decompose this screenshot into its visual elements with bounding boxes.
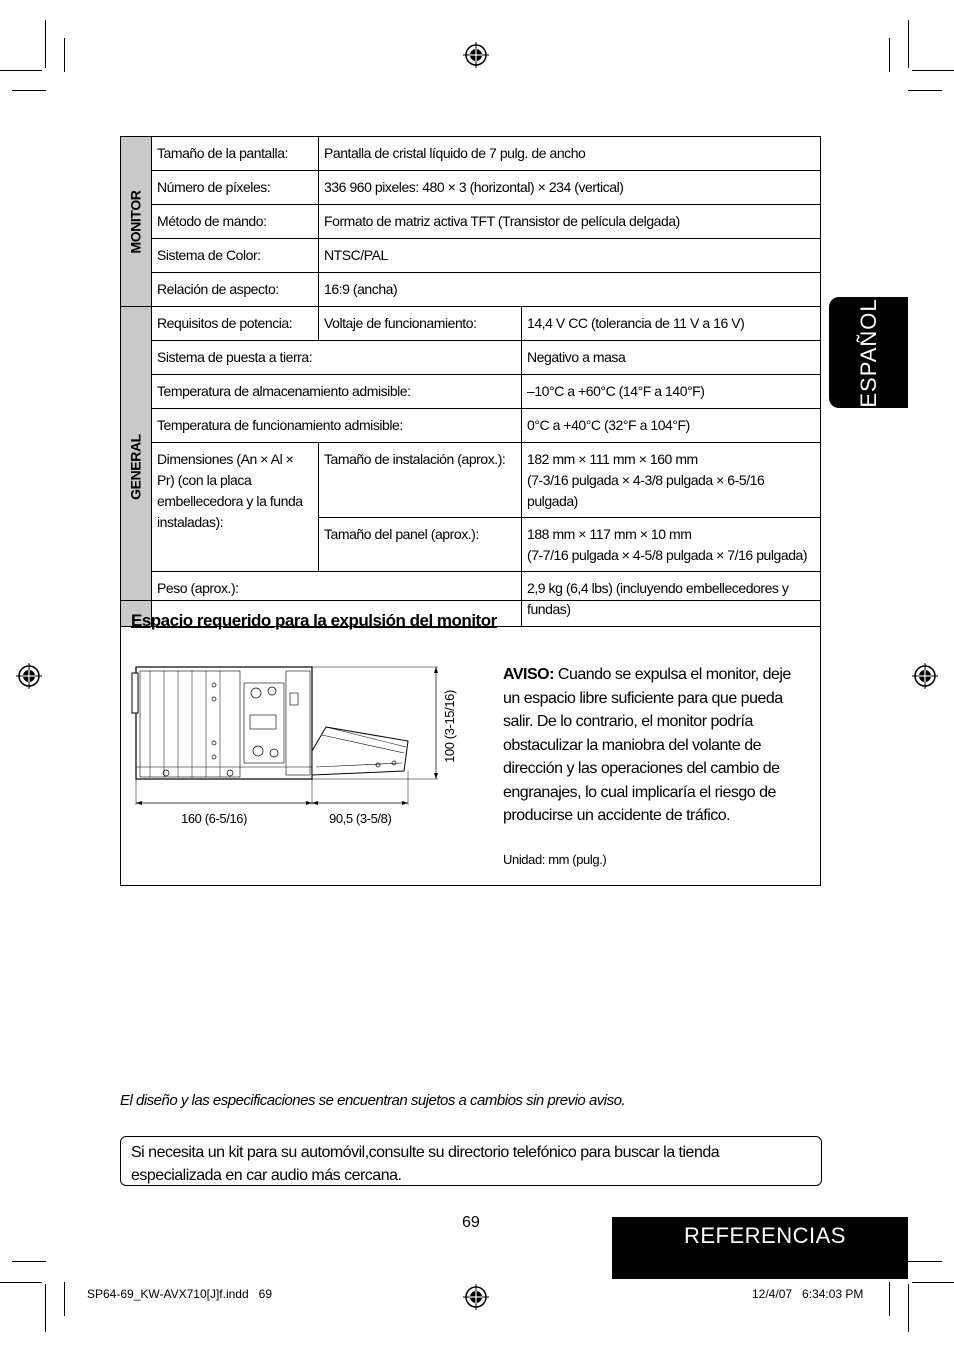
spec-value <box>522 443 821 518</box>
spec-label: Tamaño de la pantalla: <box>152 137 319 171</box>
spec-value: 16:9 (ancha) <box>319 273 821 307</box>
language-tab-label: ESPAÑOL <box>855 297 881 408</box>
table-row <box>121 137 821 171</box>
crop-mark <box>908 1261 942 1262</box>
registration-mark-icon <box>463 1284 489 1310</box>
spec-label: Temperatura de funcionamiento admisible: <box>152 409 522 443</box>
spec-label: Temperatura de almacenamiento admisible: <box>152 375 522 409</box>
car-kit-note: Si necesita un kit para su automóvil,consulte su directorio telefónico para buscar la tienda especializada en car audio más cercana. <box>120 1136 822 1186</box>
crop-mark <box>45 20 46 68</box>
monitor-section-band <box>121 137 152 307</box>
spec-value-line: 182 mm × 111 mm × 160 mm <box>527 451 698 467</box>
footer-date: 12/4/07 6:34:03 PM <box>752 1287 864 1301</box>
general-section-band <box>121 307 152 627</box>
language-tab <box>829 297 908 408</box>
spec-value: 14,4 V CC (tolerancia de 11 V a 16 V) <box>522 307 821 341</box>
section-label: MONITOR <box>127 189 144 254</box>
spec-value: –10°C a +60°C (14°F a 140°F) <box>522 375 821 409</box>
spec-label: Sistema de puesta a tierra: <box>152 341 522 375</box>
page-number: 69 <box>462 1214 480 1231</box>
table-row <box>121 443 821 518</box>
specifications-disclaimer: El diseño y las especificaciones se encuentran sujetos a cambios sin previo aviso. <box>120 1092 626 1109</box>
crop-mark <box>908 20 909 68</box>
spec-label: Método de mando: <box>152 205 319 239</box>
crop-mark <box>0 70 42 71</box>
spec-label: Número de píxeles: <box>152 171 319 205</box>
unit-eject-diagram <box>126 663 466 813</box>
registration-mark-icon <box>912 663 938 689</box>
crop-mark <box>912 70 954 71</box>
unit-label: Unidad: mm (pulg.) <box>503 852 607 867</box>
crop-mark <box>889 1282 890 1316</box>
specifications-table <box>120 136 821 627</box>
table-row <box>121 273 821 307</box>
crop-mark <box>889 38 890 72</box>
crop-mark <box>0 1282 42 1283</box>
spec-value: Formato de matriz activa TFT (Transistor de película delgada) <box>319 205 821 239</box>
spec-value: 2,9 kg (6,4 lbs) (incluyendo embellecedores y fundas) <box>522 572 821 627</box>
spec-sublabel: Voltaje de funcionamiento: <box>319 307 522 341</box>
crop-mark <box>45 1284 46 1332</box>
spec-value <box>522 518 821 572</box>
spec-value: Negativo a masa <box>522 341 821 375</box>
crop-mark <box>912 1282 954 1283</box>
table-row <box>121 375 821 409</box>
table-row <box>121 409 821 443</box>
table-row <box>121 239 821 273</box>
crop-mark <box>64 38 65 72</box>
spec-value: 0°C a +40°C (32°F a 104°F) <box>522 409 821 443</box>
footer-file-info: SP64-69_KW-AVX710[J]f.indd 69 <box>87 1287 272 1301</box>
spec-label: Dimensiones (An × Al × Pr) (con la placa embellecedora y la funda instaladas): <box>152 443 319 572</box>
crop-mark <box>908 1284 909 1332</box>
table-row <box>121 307 821 341</box>
crop-mark <box>64 1282 65 1316</box>
box-title: Espacio requerido para la expulsión del monitor <box>131 611 497 630</box>
dimension-depth-label: 160 (6-5/16) <box>181 811 248 826</box>
warning-body: Cuando se expulsa el monitor, deje un espacio libre suficiente para que pueda salir. De lo contrario, el monitor podría obstaculizar la maniobra del volante de dirección y las operaciones del cambio de engranajes, lo cual implicaría el riesgo de producirse un accidente de tráfico. <box>503 666 791 824</box>
spec-label: Requisitos de potencia: <box>152 307 319 341</box>
spec-label: Relación de aspecto: <box>152 273 319 307</box>
section-tab-label: REFERENCIAS <box>684 1223 846 1248</box>
dimension-height-label: 100 (3-15/16) <box>441 690 457 763</box>
spec-value-line: (7-7/16 pulgada × 4-5/8 pulgada × 7/16 pulgada) <box>527 547 808 563</box>
spec-value-line: (7-3/16 pulgada × 4-3/8 pulgada × 6-5/16 pulgada) <box>527 472 765 509</box>
table-row <box>121 341 821 375</box>
spec-value-line: 188 mm × 117 mm × 10 mm <box>527 526 692 542</box>
spec-label: Sistema de Color: <box>152 239 319 273</box>
spec-label: Peso (aprox.): <box>152 572 522 627</box>
crop-mark <box>12 90 46 91</box>
section-tab <box>612 1217 908 1279</box>
dimension-eject-label: 90,5 (3-5/8) <box>329 811 392 826</box>
spec-sublabel: Tamaño del panel (aprox.): <box>319 518 522 572</box>
spec-value: NTSC/PAL <box>319 239 821 273</box>
crop-mark <box>908 90 942 91</box>
spec-value: Pantalla de cristal líquido de 7 pulg. de ancho <box>319 137 821 171</box>
warning-text <box>503 663 808 828</box>
warning-label: AVISO: <box>503 666 554 683</box>
section-label: GENERAL <box>127 433 144 500</box>
registration-mark-icon <box>16 663 42 689</box>
table-row <box>121 171 821 205</box>
table-row <box>121 205 821 239</box>
eject-clearance-box <box>120 600 821 886</box>
crop-mark <box>12 1261 46 1262</box>
spec-value: 336 960 pixeles: 480 × 3 (horizontal) × 234 (vertical) <box>319 171 821 205</box>
registration-mark-icon <box>463 42 489 68</box>
spec-sublabel: Tamaño de instalación (aprox.): <box>319 443 522 518</box>
